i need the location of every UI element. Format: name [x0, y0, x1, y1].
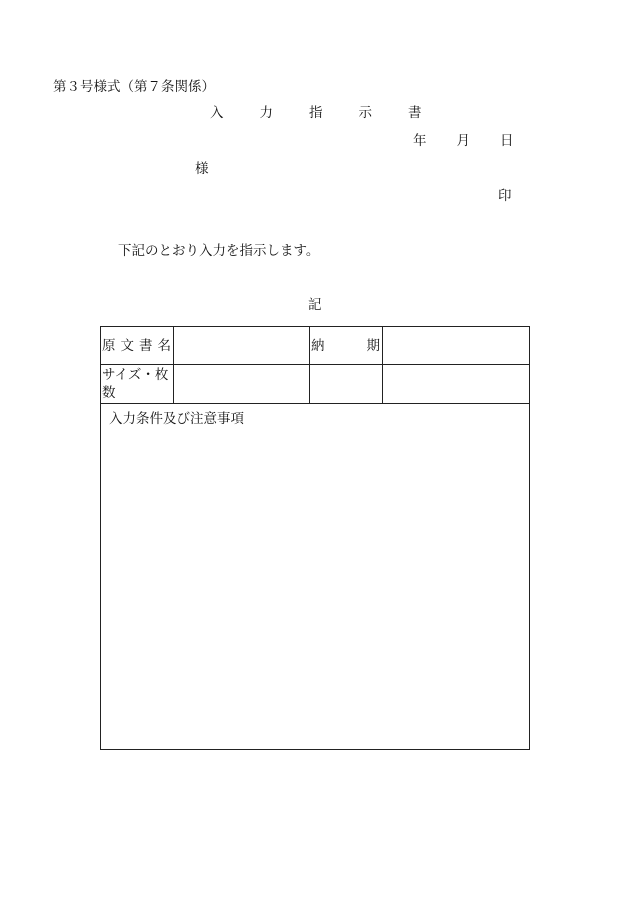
- seal-mark: 印: [498, 188, 512, 204]
- document-title: 入 力 指 示 書: [210, 105, 425, 121]
- original-doc-value-cell: [174, 327, 309, 364]
- note-heading: 記: [308, 297, 322, 313]
- conditions-cell: [101, 404, 529, 749]
- size-count-value-cell: [174, 365, 309, 403]
- deadline-label-cell: [310, 327, 382, 364]
- instruction-form-table: [100, 326, 530, 750]
- date-line: 年 月 日: [413, 133, 515, 149]
- conditions-label: 入力条件及び注意事項: [109, 411, 244, 427]
- original-doc-label-cell: [101, 327, 173, 364]
- size-extra-value-cell: [383, 365, 529, 403]
- original-doc-label: 原 文 書 名: [102, 337, 171, 354]
- deadline-label: 納 期: [311, 337, 380, 354]
- size-extra-cell: [310, 365, 382, 403]
- addressee-suffix: 様: [195, 161, 209, 177]
- form-number: 第３号様式（第７条関係）: [53, 79, 215, 95]
- deadline-value-cell: [383, 327, 529, 364]
- instruction-text: 下記のとおり入力を指示します。: [118, 243, 320, 259]
- size-count-label: サイズ・枚数: [102, 367, 169, 401]
- size-count-label-cell: [101, 365, 173, 403]
